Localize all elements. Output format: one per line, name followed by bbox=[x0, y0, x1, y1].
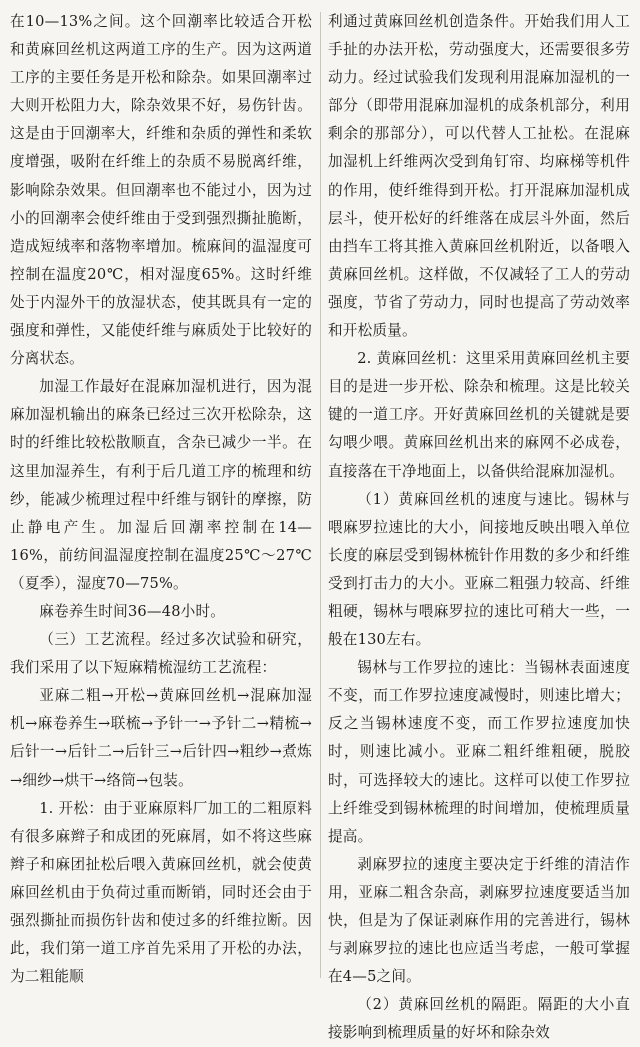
paragraph: （1）黄麻回丝机的速度与速比。锡林与喂麻罗拉速比的大小，间接地反映出喂入单位长度的麻层受到锡林梳针作用数的多少和纤维受到打击力的大小。亚麻二粗强力较高、纤维粗硬，锡林与喂麻罗拉的速比可稍大一些，一般在130左右。 bbox=[328, 490, 630, 649]
paragraph: （2）黄麻回丝机的隔距。隔距的大小直接影响到梳理质量的好坏和除杂效 bbox=[328, 996, 630, 1042]
column-divider bbox=[320, 12, 321, 978]
paragraph: 锡林与工作罗拉的速比：当锡林表面速度不变，而工作罗拉速度减慢时，则速比增大；反之当锡林速度不变，而工作罗拉速度加快时，则速比减小。亚麻二粗纤维粗硬，脱胶时，可选择较大的速比。这样可以使工作罗拉上纤维受到锡林梳理的时间增加，使梳理质量提高。 bbox=[328, 659, 630, 845]
paragraph: 麻卷养生时间36—48小时。 bbox=[39, 602, 226, 620]
paragraph: 在10—13%之间。这个回潮率比较适合开松和黄麻回丝机这两道工序的生产。因为这两道工序的主要任务是开松和除杂。如果回潮率过大则开松阻力大，除杂效果不好，易伤针齿。这是由于回潮率大，纤维和杂质的弹性和柔软度增强，吸附在纤维上的杂质不易脱离纤维，影响除杂效果。但回潮率也不能过小，因为过小的回潮率会使纤维由于受到强烈撕扯脆断，造成短绒率和落物率增加。梳麻间的温湿度可控制在温度20℃，相对湿度65%。这时纤维处于内湿外干的放湿状态，使其既具有一定的强度和弹性，又能使纤维与麻质处于比较好的分离状态。 bbox=[10, 13, 312, 368]
paragraph: 1. 开松：由于亚麻原料厂加工的二粗原料有很多麻辫子和成团的死麻屑，如不将这些麻辫子和麻团扯松后喂入黄麻回丝机，就会使黄麻回丝机由于负荷过重而断销，同时还会由于强烈撕扯而损伤针齿和使过多的纤维拉断。因此，我们第一道工序首先采用了开松的办法，为二粗能顺 bbox=[10, 799, 312, 986]
left-column bbox=[10, 8, 312, 998]
paragraph: 加湿工作最好在混麻加湿机进行，因为混麻加湿机输出的麻条已经过三次开松除杂，这时的纤维比较松散顺直，含杂已减少一半。在这里加湿养生，有利于后几道工序的梳理和纺纱，能减少梳理过程中纤维与钢针的摩擦，防止静电产生。加湿后回潮率控制在14—16%，前纺间温湿度控制在温度25℃～27℃（夏季），湿度70—75%。 bbox=[10, 378, 312, 592]
right-column bbox=[328, 8, 630, 1042]
paragraph: 剥麻罗拉的速度主要决定于纤维的清洁作用，亚麻二粗含杂高，剥麻罗拉速度要适当加快，但是为了保证剥麻作用的完善进行，锡林与剥麻罗拉的速比也应适当考虑，一般可掌握在4—5之间。 bbox=[328, 855, 630, 986]
text-columns bbox=[10, 8, 630, 1042]
paragraph: （三）工艺流程。经过多次试验和研究，我们采用了以下短麻精梳湿纺工艺流程： bbox=[10, 631, 312, 677]
paragraph: 利通过黄麻回丝机创造条件。开始我们用人工手扯的办法开松，劳动强度大，还需要很多劳动力。经过试验我们发现利用混麻加湿机的一部分（即带用混麻加湿机的成条机部分，利用剩余的那部分），可以代替人工扯松。在混麻加湿机上纤维两次受到角钉帘、均麻梯等机件的作用，使纤维得到开松。打开混麻加湿机成层斗，使开松好的纤维落在成层斗外面，然后由挡车工将其推入黄麻回丝机附近，以备喂入黄麻回丝机。这样做，不仅减轻了工人的劳动强度，节省了劳动力，同时也提高了劳动效率和开松质量。 bbox=[328, 13, 630, 340]
paragraph: 2. 黄麻回丝机：这里采用黄麻回丝机主要目的是进一步开松、除杂和梳理。这是比较关键的一道工序。开好黄麻回丝机的关键就是要勾喂少喂。黄麻回丝机出来的麻网不必成卷，直接落在干净地面上，以备供给混麻加湿机。 bbox=[328, 350, 630, 480]
paragraph: 亚麻二粗→开松→黄麻回丝机→混麻加湿机→麻卷养生→联梳→予针一→予针二→精梳→后针一→后针二→后针三→后针四→粗纱→煮炼→细纱→烘干→络筒→包装。 bbox=[10, 687, 312, 789]
